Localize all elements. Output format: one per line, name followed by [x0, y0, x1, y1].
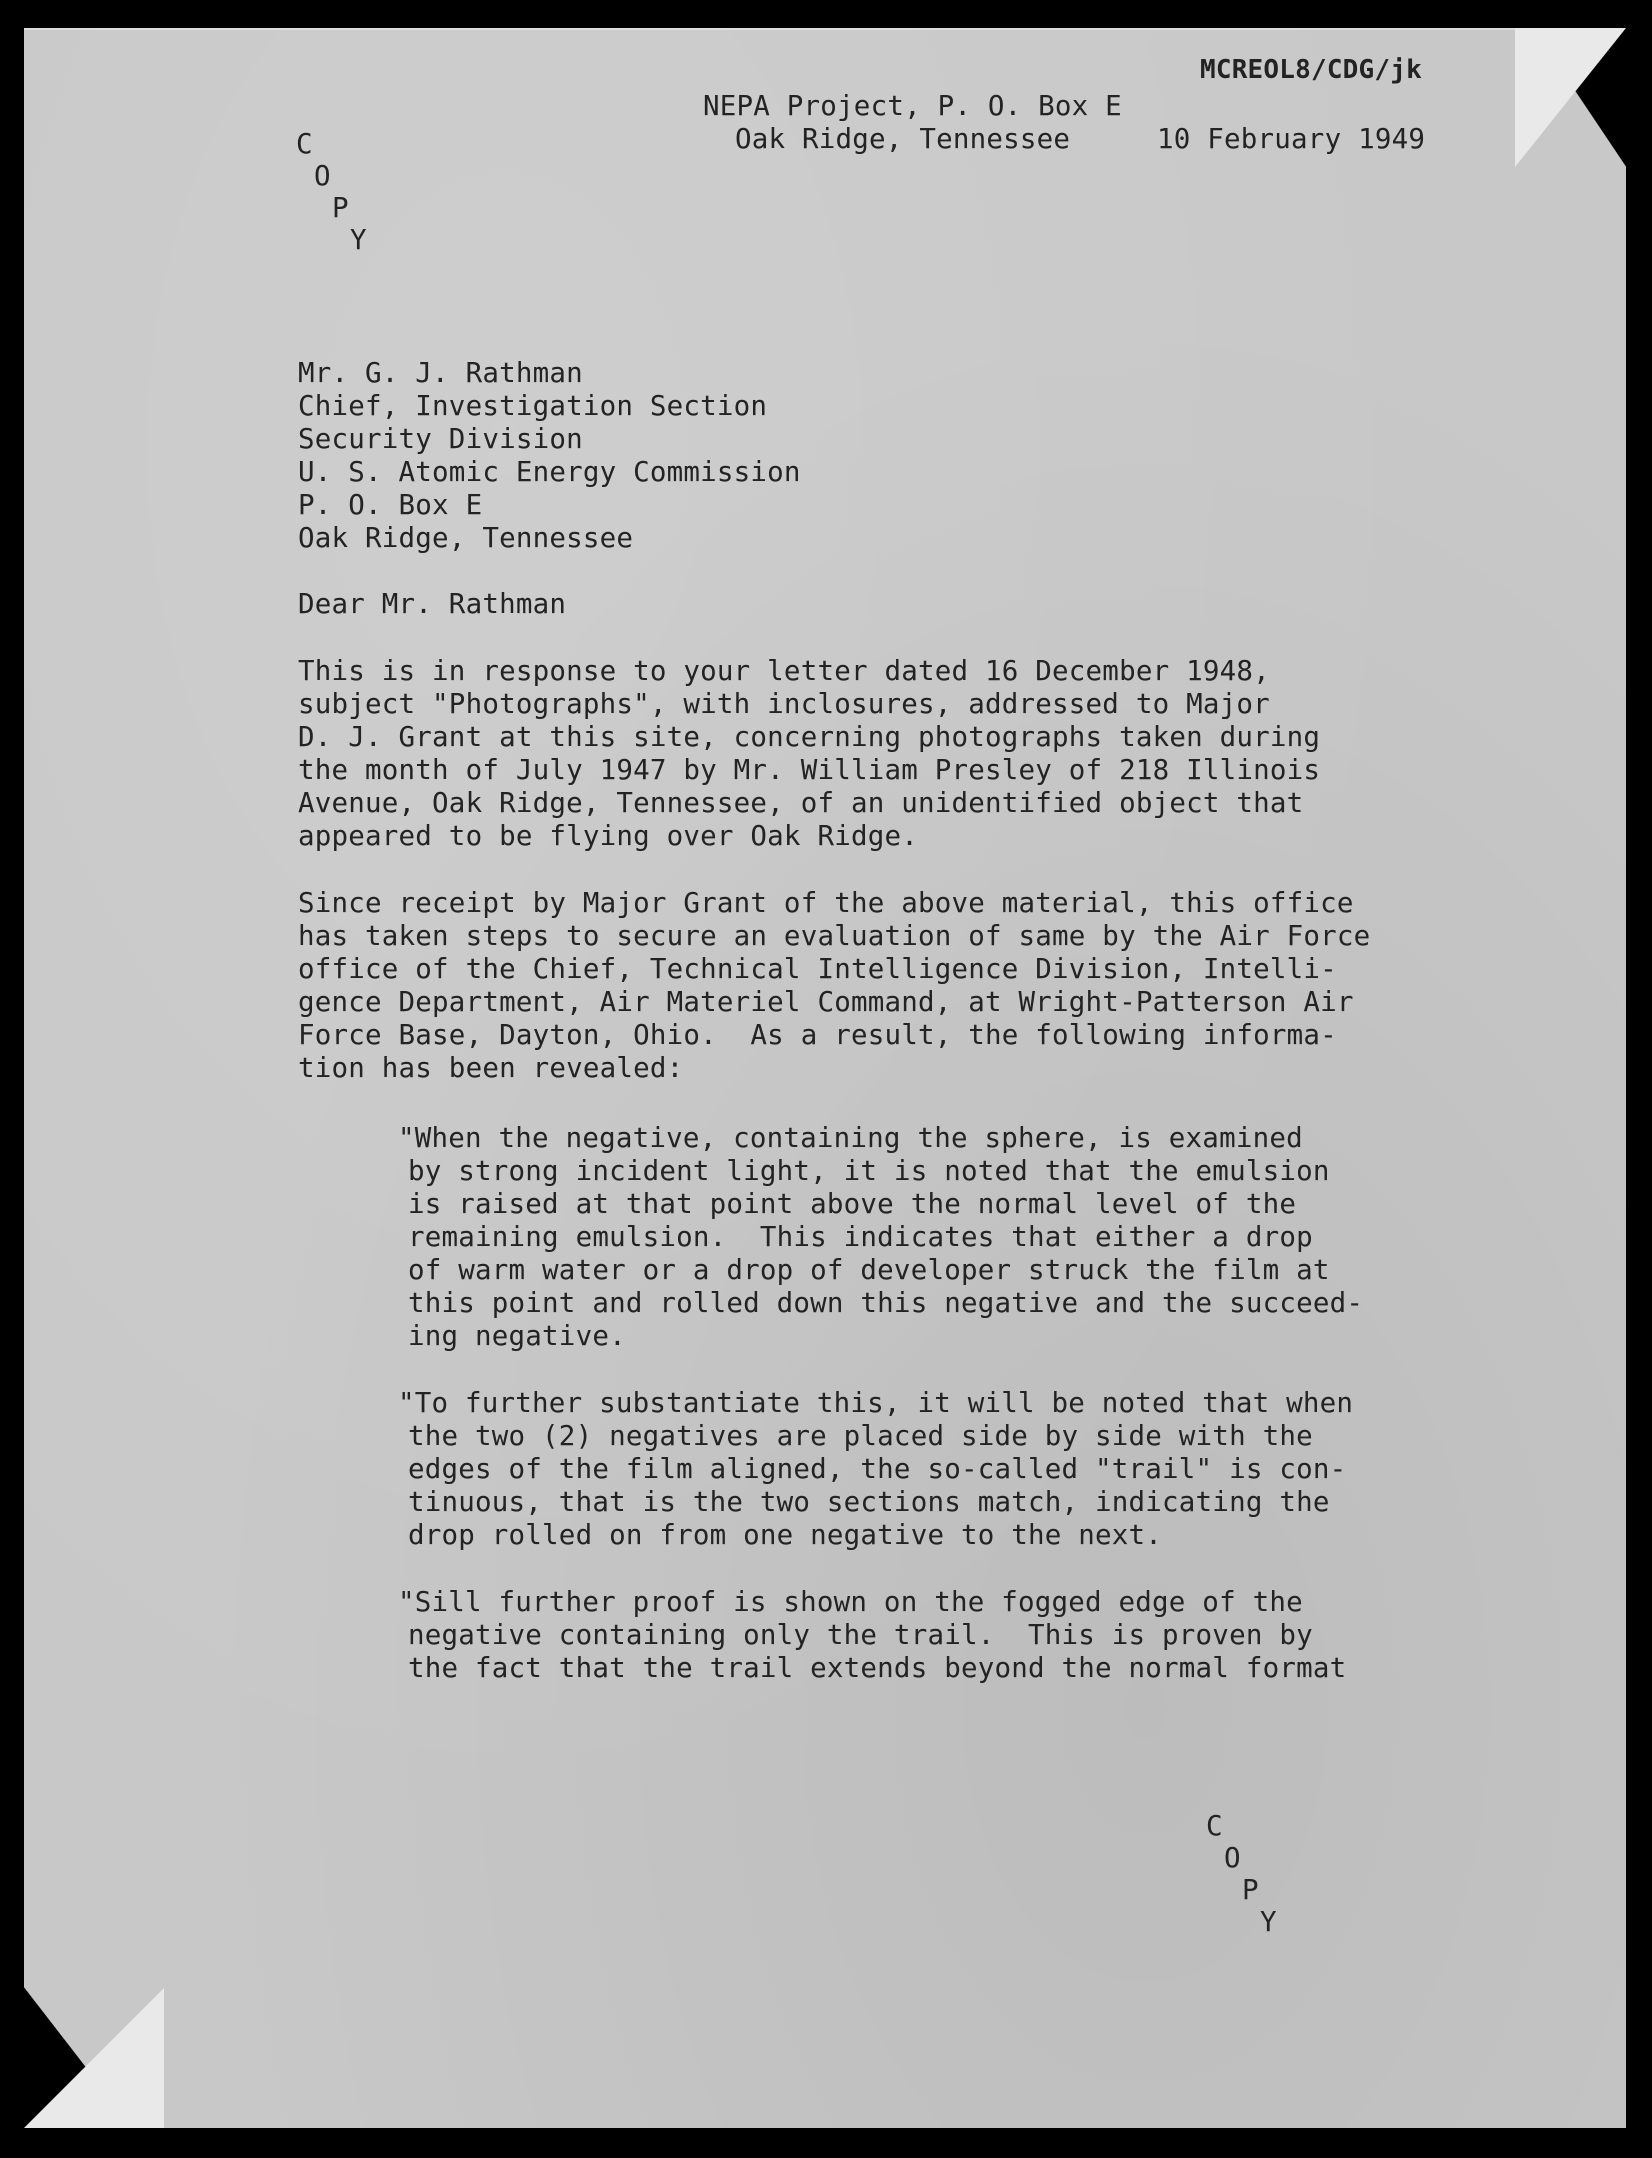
address-line: U. S. Atomic Energy Commission: [298, 456, 801, 488]
text-line: gence Department, Air Materiel Command, at Wright-Patterson Air: [298, 986, 1354, 1018]
fold-line: [24, 28, 1626, 30]
header-line-1: NEPA Project, P. O. Box E: [703, 90, 1122, 122]
text-line: Avenue, Oak Ridge, Tennessee, of an unidentified object that: [298, 787, 1304, 819]
text-line: "To further substantiate this, it will be noted that when: [398, 1387, 1354, 1419]
text-line: Force Base, Dayton, Ohio. As a result, the following informa-: [298, 1019, 1337, 1051]
text-line: office of the Chief, Technical Intelligence Division, Intelli-: [298, 953, 1337, 985]
address-line: Oak Ridge, Tennessee: [298, 522, 634, 554]
copy-stamp-letter: Y: [1260, 1906, 1277, 1938]
address-line: Chief, Investigation Section: [298, 390, 768, 422]
header-line-2: Oak Ridge, Tennessee: [735, 123, 1071, 155]
text-line: tion has been revealed:: [298, 1052, 684, 1084]
salutation: Dear Mr. Rathman: [298, 588, 567, 620]
text-line: This is in response to your letter dated 16 December 1948,: [298, 655, 1270, 687]
text-line: edges of the film aligned, the so-called "trail" is con-: [408, 1453, 1347, 1485]
copy-stamp-letter: Y: [350, 224, 367, 256]
copy-stamp-letter: C: [296, 128, 313, 160]
text-line: by strong incident light, it is noted that the emulsion: [408, 1155, 1330, 1187]
copy-stamp-letter: C: [1206, 1810, 1223, 1842]
text-line: tinuous, that is the two sections match, indicating the: [408, 1486, 1330, 1518]
text-line: Since receipt by Major Grant of the above material, this office: [298, 887, 1354, 919]
address-line: Security Division: [298, 423, 583, 455]
text-line: ing negative.: [408, 1320, 626, 1352]
copy-stamp-letter: P: [332, 192, 349, 224]
text-line: negative containing only the trail. This is proven by: [408, 1619, 1313, 1651]
address-line: Mr. G. J. Rathman: [298, 357, 583, 389]
text-line: the month of July 1947 by Mr. William Presley of 218 Illinois: [298, 754, 1321, 786]
text-line: "Sill further proof is shown on the fogged edge of the: [398, 1586, 1303, 1618]
text-line: this point and rolled down this negative and the succeed-: [408, 1287, 1364, 1319]
text-line: drop rolled on from one negative to the next.: [408, 1519, 1163, 1551]
text-line: is raised at that point above the normal level of the: [408, 1188, 1297, 1220]
paper-sheet: [24, 28, 1626, 2128]
folded-corner-bottom-left: [24, 1988, 164, 2128]
copy-stamp-letter: O: [1224, 1842, 1241, 1874]
copy-stamp-letter: P: [1242, 1874, 1259, 1906]
text-line: of warm water or a drop of developer struck the film at: [408, 1254, 1330, 1286]
text-line: has taken steps to secure an evaluation of same by the Air Force: [298, 920, 1371, 952]
text-line: "When the negative, containing the sphere, is examined: [398, 1122, 1303, 1154]
text-line: remaining emulsion. This indicates that either a drop: [408, 1221, 1313, 1253]
text-line: the fact that the trail extends beyond the normal format: [408, 1652, 1347, 1684]
text-line: D. J. Grant at this site, concerning photographs taken during: [298, 721, 1321, 753]
text-line: appeared to be flying over Oak Ridge.: [298, 820, 918, 852]
file-reference: MCREOL8/CDG/jk: [1200, 55, 1422, 85]
letter-date: 10 February 1949: [1157, 123, 1426, 155]
address-line: P. O. Box E: [298, 489, 483, 521]
folded-corner-top-right: [1515, 28, 1626, 167]
copy-stamp-letter: O: [314, 160, 331, 192]
text-line: the two (2) negatives are placed side by side with the: [408, 1420, 1313, 1452]
text-line: subject "Photographs", with inclosures, addressed to Major: [298, 688, 1270, 720]
